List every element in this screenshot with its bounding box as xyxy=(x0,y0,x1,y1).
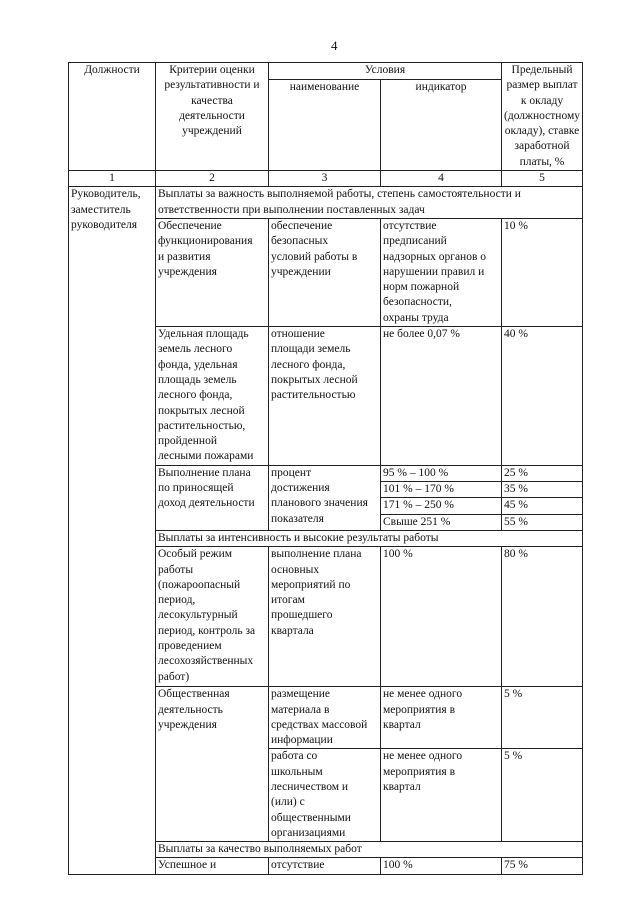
indicator-cell: не более 0,07 % xyxy=(381,327,502,466)
condition-name-cell: процент достижения планового значения показателя xyxy=(269,465,381,530)
indicator-cell: не менее одного мероприятия в квартал xyxy=(381,687,502,749)
column-number: 1 xyxy=(69,171,156,187)
section-heading: Выплаты за важность выполняемой работы, степень самостоятельности и ответственности при выполнении поставленных задач xyxy=(156,187,583,219)
column-number: 3 xyxy=(269,171,381,187)
indicator-cell: 100 % xyxy=(381,858,502,874)
header-max-payment: Предельный размер выплат к окладу (должностному окладу), ставке заработной платы, % xyxy=(502,63,583,171)
criterion-cell: Особый режим работы (пожароопасный период, лесокультурный период, контроль за проведением лесохозяйственных работ) xyxy=(156,547,269,687)
value-cell: 35 % xyxy=(502,482,583,498)
condition-name-cell: размещение материала в средствах массовой информации xyxy=(269,687,381,749)
indicator-cell: не менее одного мероприятия в квартал xyxy=(381,749,502,842)
header-row xyxy=(69,63,583,80)
header-condition-name: наименование xyxy=(269,80,381,171)
value-cell: 45 % xyxy=(502,498,583,514)
header-condition-indicator: индикатор xyxy=(381,80,502,171)
criterion-cell: Выполнение плана по приносящей доход деятельности xyxy=(156,465,269,530)
indicator-cell: 95 % – 100 % xyxy=(381,465,502,481)
criterion-cell: Удельная площадь земель лесного фонда, удельная площадь земель лесного фонда, покрытых лесной растительностью, пройденной лесными пожарами xyxy=(156,327,269,466)
criterion-cell: Обеспечение функционирования и развития учреждения xyxy=(156,218,269,326)
value-cell: 5 % xyxy=(502,687,583,749)
condition-name-cell: выполнение плана основных мероприятий по итогам прошедшего квартала xyxy=(269,547,381,687)
condition-name-cell: обеспечение безопасных условий работы в учреждении xyxy=(269,218,381,326)
value-cell: 40 % xyxy=(502,327,583,466)
section-heading: Выплаты за качество выполняемых работ xyxy=(156,842,583,858)
criterion-cell: Общественная деятельность учреждения xyxy=(156,687,269,842)
value-cell: 10 % xyxy=(502,218,583,326)
section-heading: Выплаты за интенсивность и высокие результаты работы xyxy=(156,530,583,546)
payment-criteria-table xyxy=(68,62,583,875)
criterion-cell: Успешное и xyxy=(156,858,269,874)
header-criteria: Критерии оценки результативности и качества деятельности учреждений xyxy=(156,63,269,171)
value-cell: 75 % xyxy=(502,858,583,874)
table-row xyxy=(69,187,583,219)
value-cell: 5 % xyxy=(502,749,583,842)
column-number: 5 xyxy=(502,171,583,187)
condition-name-cell: отношение площади земель лесного фонда, покрытых лесной растительностью xyxy=(269,327,381,466)
indicator-cell: 101 % – 170 % xyxy=(381,482,502,498)
header-conditions: Условия xyxy=(269,63,502,80)
indicator-cell: отсутствие предписаний надзорных органов о нарушении правил и норм пожарной безопасности, охраны труда xyxy=(381,218,502,326)
column-number: 2 xyxy=(156,171,269,187)
header-positions: Должности xyxy=(69,63,156,171)
position-cell: Руководитель, заместитель руководителя xyxy=(69,187,156,874)
page-number: 4 xyxy=(331,38,338,53)
value-cell: 25 % xyxy=(502,465,583,481)
value-cell: 55 % xyxy=(502,514,583,530)
indicator-cell: 171 % – 250 % xyxy=(381,498,502,514)
indicator-cell: Свыше 251 % xyxy=(381,514,502,530)
indicator-cell: 100 % xyxy=(381,547,502,687)
condition-name-cell: работа со школьным лесничеством и (или) с общественными организациями xyxy=(269,749,381,842)
condition-name-cell: отсутствие xyxy=(269,858,381,874)
column-number-row xyxy=(69,171,583,187)
value-cell: 80 % xyxy=(502,547,583,687)
column-number: 4 xyxy=(381,171,502,187)
